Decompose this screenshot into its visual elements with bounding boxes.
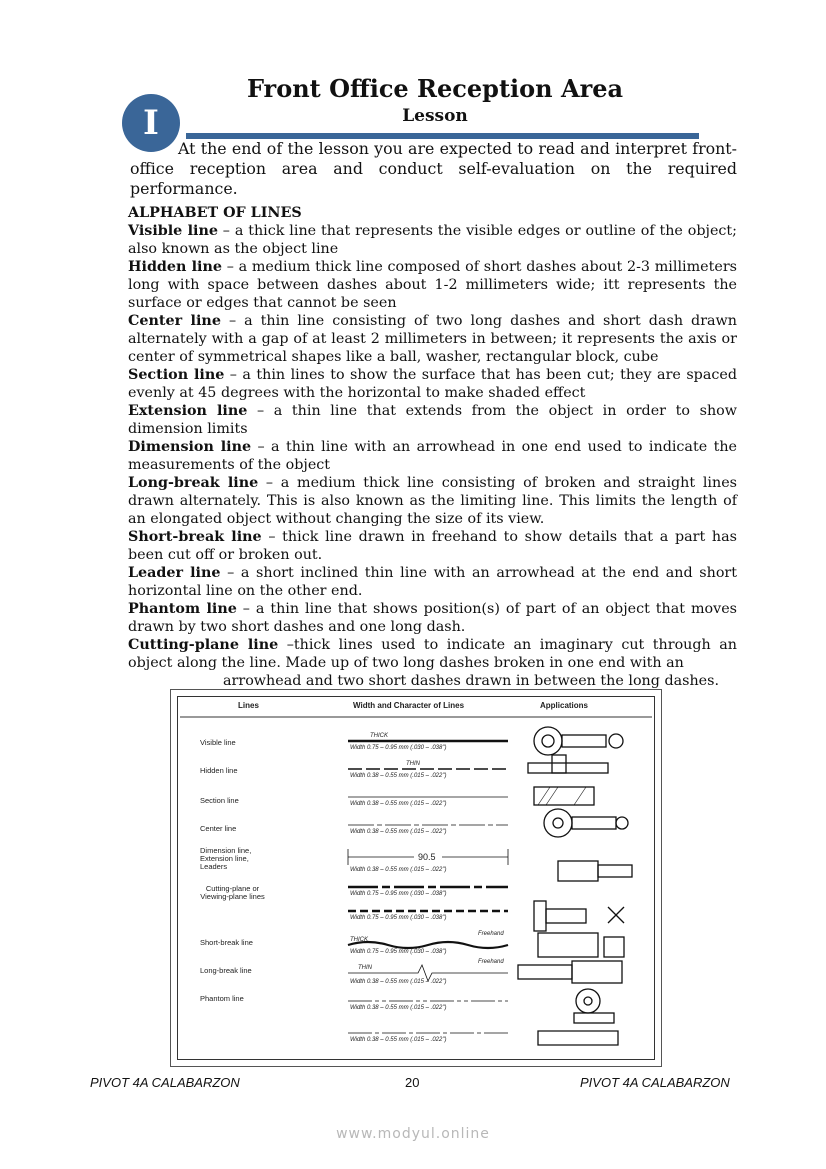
- figure-row-label: Short-break line: [200, 938, 253, 947]
- figure-note: Width 0.75 – 0.95 mm (.030 – .038"): [350, 915, 447, 921]
- page-number: 20: [405, 1075, 420, 1090]
- figure-note: Width 0.38 – 0.55 mm (.015 – .022"): [350, 1037, 447, 1043]
- figure-row-label: Dimension line, Extension line, Leaders: [200, 846, 252, 871]
- page-title: Front Office Reception Area: [246, 74, 624, 103]
- lesson-badge: I: [122, 94, 180, 152]
- definition-long-break-line: Long-break line – a medium thick line consisting of broken and straight lines drawn alternately. This is also known as the limiting line. This limits the length of an elongated object without changing the size of its view.: [128, 475, 737, 527]
- alphabet-of-lines-figure: [170, 689, 662, 1067]
- watermark: www.modyul.online: [336, 1126, 490, 1142]
- definitions-section: [128, 204, 737, 690]
- definition-extension-line: Extension line – a thin line that extends from the object in order to show dimension limits: [128, 403, 738, 437]
- figure-note: Width 0.38 – 0.55 mm (.015 – .022"): [350, 829, 447, 835]
- figure-row-label: Long-break line: [200, 966, 252, 975]
- figure-note: Freehand: [478, 959, 504, 965]
- figure-header-applications: Applications: [540, 701, 589, 710]
- definition-center-line: Center line – a thin line consisting of two long dashes and short dash drawn alternately with a gap of at least 2 millimeters in between; it represents the axis or center of symmetrical shapes like a ball, washer, rectangular block, cube: [128, 313, 737, 365]
- figure-header-width: Width and Character of Lines: [353, 701, 465, 710]
- figure-row-label: Cutting-plane or Viewing-plane lines: [200, 884, 265, 901]
- figure-note: Width 0.75 – 0.95 mm (.030 – .038"): [350, 891, 447, 897]
- figure-note: THIN: [406, 761, 420, 767]
- figure-note: Width 0.75 – 0.95 mm (.030 – .038"): [350, 949, 447, 955]
- figure-note: Width 0.75 – 0.95 mm (.030 – .038"): [350, 745, 447, 751]
- definition-short-break-line: Short-break line – thick line drawn in freehand to show details that a part has been cut off or broken out.: [128, 529, 738, 563]
- page-subtitle: Lesson: [402, 106, 468, 126]
- figure-note: Freehand: [478, 931, 504, 937]
- figure-note: Width 0.38 – 0.55 mm (.015 – .022"): [350, 801, 447, 807]
- figure-drawing: [178, 697, 654, 1059]
- figure-row-label: Visible line: [200, 738, 236, 747]
- figure-note: THIN: [358, 965, 372, 971]
- figure-row-label: Center line: [200, 824, 237, 833]
- definition-leader-line: Leader line – a short inclined thin line with an arrowhead at the end and short horizontal line on the other end.: [128, 565, 738, 599]
- figure-row-label: Hidden line: [200, 766, 238, 775]
- figure-header-lines: Lines: [238, 701, 259, 710]
- definition-section-line: Section line – a thin lines to show the surface that has been cut; they are spaced evenly at 45 degrees with the horizontal to make shaded effect: [128, 367, 737, 401]
- definition-dimension-line: Dimension line – a thin line with an arrowhead in one end used to indicate the measurements of the object: [128, 439, 737, 473]
- figure-note: Width 0.38 – 0.55 mm (.015 – .022"): [350, 1005, 447, 1011]
- figure-note: THICK: [350, 937, 368, 943]
- figure-note: Width 0.38 – 0.55 mm (.015 – .022"): [350, 979, 447, 985]
- intro-paragraph: At the end of the lesson you are expected to read and interpret front-office reception area and conduct self-evaluation on the required performance.: [130, 139, 737, 198]
- footer-right: PIVOT 4A CALABARZON: [580, 1075, 730, 1090]
- figure-frame: [177, 696, 655, 1060]
- figure-row-label: Section line: [200, 796, 239, 805]
- definition-hidden-line: Hidden line – a medium thick line composed of short dashes about 2-3 millimeters long with space between dashes about 1-2 millimeters wide; itt represents the surface or edges that cannot be seen: [128, 259, 737, 311]
- definition-phantom-line: Phantom line – a thin line that shows position(s) of part of an object that moves drawn by two short dashes and one long dash.: [128, 601, 737, 635]
- figure-note: Width 0.38 – 0.55 mm (.015 – .022"): [350, 867, 447, 873]
- footer-left: PIVOT 4A CALABARZON: [90, 1075, 240, 1090]
- figure-note: THICK: [370, 733, 388, 739]
- figure-note: 90.5: [418, 852, 436, 862]
- figure-note: Width 0.38 – 0.55 mm (.015 – .022"): [350, 773, 447, 779]
- definition-visible-line: Visible line – a thick line that represents the visible edges or outline of the object; also known as the object line: [128, 223, 737, 257]
- section-heading: ALPHABET OF LINES: [128, 205, 302, 221]
- figure-row-label: Phantom line: [200, 994, 244, 1003]
- definition-cutting-plane-line: Cutting-plane line –thick lines used to indicate an imaginary cut through an object along the line. Made up of two long dashes broken in one end with an arrowhead and two short dashes drawn in between the long dashes.: [128, 637, 737, 689]
